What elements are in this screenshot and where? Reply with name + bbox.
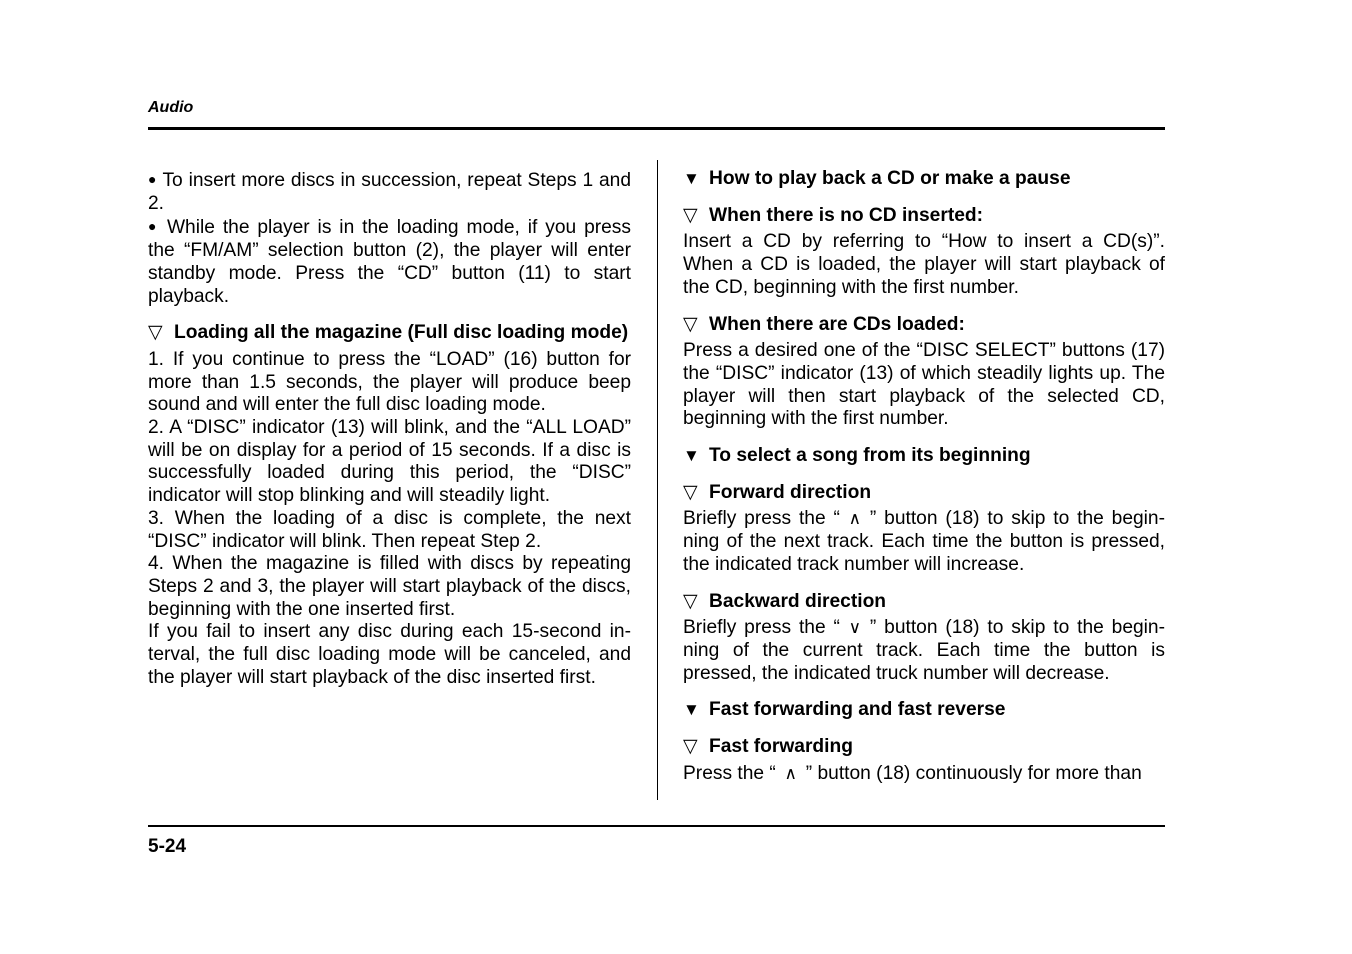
step-item: 1. If you continue to press the “LOAD” (16) button for more than 1.5 seconds, the player will produce beep sound and will enter the full disc loading mode. bbox=[148, 348, 631, 416]
left-column bbox=[148, 168, 631, 689]
section-title: Audio bbox=[148, 99, 194, 116]
page-number: 5-24 bbox=[148, 836, 187, 857]
subheading-forward: ▽ Forward direction bbox=[683, 481, 872, 503]
open-triangle-icon: ▽ bbox=[683, 313, 698, 335]
paragraph-backward: Briefly press the “ ∨ ” button (18) to skip to the beginning of the current track. Each time the button is pressed, the indicated truck number will decrease. bbox=[683, 617, 1165, 684]
filled-triangle-icon: ▼ bbox=[683, 446, 700, 466]
up-button-icon: ∧ bbox=[848, 509, 862, 529]
open-triangle-icon: ▽ bbox=[148, 322, 163, 344]
up-button-icon: ∧ bbox=[784, 763, 797, 783]
open-triangle-icon: ▽ bbox=[683, 590, 698, 612]
subheading-loading-mode: ▽ Loading all the magazine (Full disc loading mode) bbox=[148, 322, 629, 344]
filled-triangle-icon: ▼ bbox=[683, 700, 700, 720]
paragraph-no-cd: Insert a CD by referring to “How to insert a CD(s)”. When a CD is loaded, the player will start playback of the CD, beginning with the first number. bbox=[683, 231, 1165, 298]
bullet-icon: ● bbox=[148, 218, 160, 235]
subheading-fast-forwarding: ▽ Fast forwarding bbox=[683, 736, 853, 758]
footer-rule bbox=[148, 825, 1165, 827]
paragraph-forward: Briefly press the “ ∧ ” button (18) to skip to the beginning of the next track. Each time the button is pressed, the indicated track number will increase. bbox=[683, 508, 1165, 575]
step-item: 3. When the loading of a disc is complete, the next “DISC” indicator will blink. Then repeat Step 2. bbox=[148, 507, 631, 552]
open-triangle-icon: ▽ bbox=[683, 481, 698, 503]
step-item: 2. A “DISC” indicator (13) will blink, and the “ALL LOAD” will be on display for a period of 15 seconds. If a disc is successfully loaded during this period, the “DISC” indicator will stop blinking and will steadily light. bbox=[148, 417, 631, 507]
column-divider bbox=[657, 160, 658, 800]
subheading-backward: ▽ Backward direction bbox=[683, 590, 887, 612]
subheading-no-cd: ▽ When there is no CD inserted: bbox=[683, 204, 983, 226]
bullet-item: ● While the player is in the loading mode, if you press the “FM/AM” selection button (2), the player will enter standby mode. Press the “CD” button (11) to start playback. bbox=[148, 217, 631, 307]
header-rule bbox=[148, 127, 1165, 130]
open-triangle-icon: ▽ bbox=[683, 204, 698, 226]
bullet-icon: ● bbox=[148, 171, 157, 187]
bullet-item: ● To insert more discs in succession, repeat Steps 1 and 2. bbox=[148, 170, 631, 214]
heading-playback: ▼ How to play back a CD or make a pause bbox=[683, 168, 1071, 189]
right-column bbox=[683, 168, 1165, 785]
closing-paragraph: If you fail to insert any disc during each 15-second interval, the full disc loading mode will be canceled, and the player will start playback of the disc inserted first. bbox=[148, 621, 631, 688]
paragraph-fast-forwarding: Press the “ ∧ ” button (18) continuously for more than bbox=[683, 762, 1142, 784]
down-button-icon: ∨ bbox=[848, 618, 862, 638]
subheading-cds-loaded: ▽ When there are CDs loaded: bbox=[683, 313, 965, 335]
heading-select-song: ▼ To select a song from its beginning bbox=[683, 445, 1031, 467]
step-item: 4. When the magazine is filled with discs by repeating Steps 2 and 3, the player will start playback of the discs, beginning with the one inserted first. bbox=[148, 553, 631, 620]
paragraph-cds-loaded: Press a desired one of the “DISC SELECT” buttons (17) the “DISC” indicator (13) of which steadily lights up. The player will then start playback of the selected CD, beginning with the first number. bbox=[683, 340, 1165, 430]
filled-triangle-icon: ▼ bbox=[683, 169, 700, 188]
heading-fast-forward-reverse: ▼ Fast forwarding and fast reverse bbox=[683, 699, 1006, 721]
open-triangle-icon: ▽ bbox=[683, 736, 698, 758]
